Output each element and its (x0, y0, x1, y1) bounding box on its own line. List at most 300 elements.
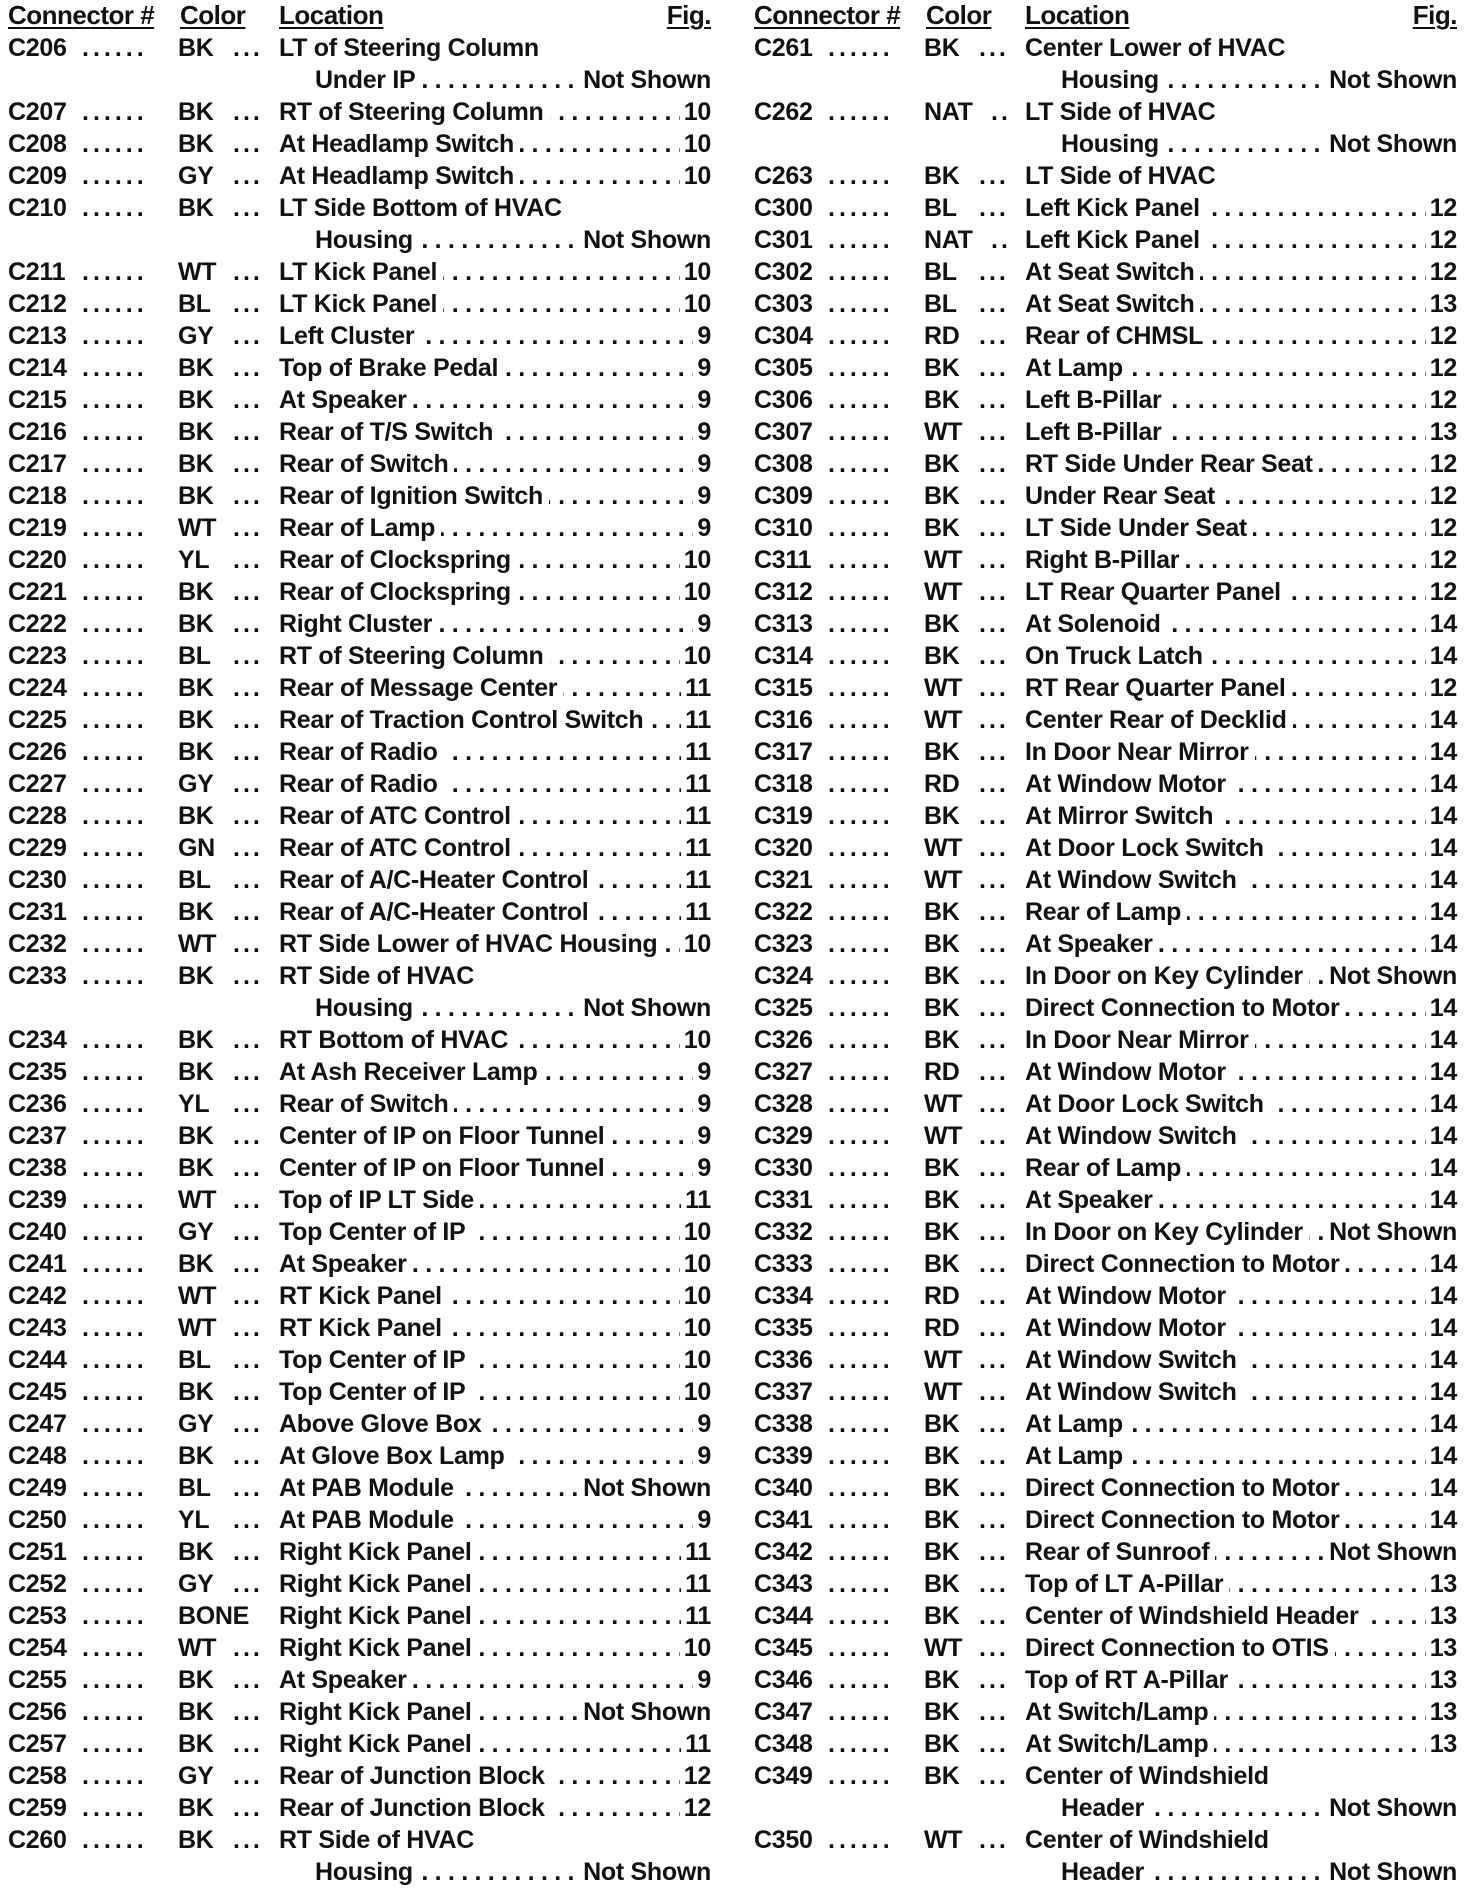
connector-color: WT (924, 834, 963, 862)
connector-location (1025, 1056, 1457, 1088)
figure-ref: 14 (1426, 928, 1457, 960)
table-row (754, 1536, 1457, 1568)
table-row (754, 1088, 1457, 1120)
location-text: RT of Steering Column (279, 98, 550, 126)
connector-id: C211 (8, 258, 66, 286)
leader-dots: ... (979, 418, 1009, 446)
leader-dots: ...... (828, 546, 894, 574)
leader-dots: ...... (82, 1346, 148, 1374)
connector-color: BK (178, 354, 214, 382)
connector-color: BK (178, 1794, 214, 1822)
leader-dots: ...... (82, 450, 148, 478)
connector-id: C314 (754, 642, 813, 670)
figure-ref: 12 (1426, 352, 1457, 384)
connector-color: BK (178, 386, 214, 414)
leader-dots: ...... (828, 1762, 894, 1790)
leader-dots: ...... (828, 98, 894, 126)
leader-dots: ...... (82, 162, 148, 190)
leader-dots: ...... (82, 1378, 148, 1406)
connector-location (1025, 96, 1457, 128)
connector-location (279, 1632, 711, 1664)
location-text: Rear of Clockspring (279, 578, 517, 606)
connector-color: BK (178, 34, 214, 62)
leader-dots: ... (979, 1410, 1009, 1438)
location-text: At Speaker (279, 1666, 413, 1694)
connector-location (279, 672, 711, 704)
connector-color: BK (178, 802, 214, 830)
table-row (8, 1600, 711, 1632)
figure-ref: 9 (693, 384, 711, 416)
connector-location (279, 1440, 711, 1472)
leader-dots: ...... (828, 1538, 894, 1566)
connector-color: BK (178, 482, 214, 510)
table-row (754, 1024, 1457, 1056)
leader-dots: ... (233, 1474, 263, 1502)
table-row (8, 160, 711, 192)
connector-location (279, 704, 711, 736)
figure-ref: 14 (1426, 1184, 1457, 1216)
leader-dots: ...... (828, 1730, 894, 1758)
connector-id: C226 (8, 738, 67, 766)
location-text: Center of Windshield (1025, 1762, 1269, 1790)
leader-dots: ... (233, 1346, 263, 1374)
figure-ref: 14 (1426, 1504, 1457, 1536)
connector-id: C209 (8, 162, 67, 190)
connector-id: C304 (754, 322, 813, 350)
figure-ref: Not Shown (579, 224, 711, 256)
connector-location (1025, 352, 1457, 384)
location-text: Right Cluster (279, 610, 438, 638)
leader-dots: ... (979, 1666, 1009, 1694)
location-text: Rear of CHMSL (1025, 322, 1209, 350)
location-continuation-text: Header (1061, 1858, 1150, 1886)
connector-color: BK (924, 642, 960, 670)
connector-id: C235 (8, 1058, 67, 1086)
leader-dots: ... (233, 1538, 263, 1566)
figure-ref: 12 (1426, 512, 1457, 544)
connector-location (1025, 1344, 1457, 1376)
location-text: Rear of Radio (279, 770, 444, 798)
connector-id: C345 (754, 1634, 813, 1662)
leader-dots: ... (233, 354, 263, 382)
table-row (8, 1536, 711, 1568)
table-row (8, 1696, 711, 1728)
connector-location (1025, 1824, 1457, 1856)
connector-location (279, 1056, 711, 1088)
leader-dots: ...... (82, 802, 148, 830)
connector-color: WT (178, 930, 217, 958)
figure-ref: 11 (681, 768, 711, 800)
leader-dots: ... (979, 1314, 1009, 1342)
connector-location (1025, 1376, 1457, 1408)
table-row (754, 1568, 1457, 1600)
connector-location (279, 1504, 711, 1536)
table-row (8, 672, 711, 704)
figure-ref: 14 (1426, 640, 1457, 672)
connector-id: C252 (8, 1570, 67, 1598)
figure-ref: 9 (693, 1120, 711, 1152)
location-text: Left Cluster (279, 322, 420, 350)
connector-id: C222 (8, 610, 67, 638)
leader-dots: ... (979, 1346, 1009, 1374)
location-text: Top of Brake Pedal (279, 354, 504, 382)
table-row (754, 1312, 1457, 1344)
figure-ref: 11 (681, 800, 711, 832)
connector-id: C349 (754, 1762, 813, 1790)
figure-ref: 10 (680, 288, 711, 320)
leader-dots: ... (979, 802, 1009, 830)
location-text: Direct Connection to OTIS (1025, 1634, 1335, 1662)
left-column (8, 0, 711, 1888)
table-row (8, 1440, 711, 1472)
connector-id: C303 (754, 290, 813, 318)
connector-color: WT (924, 578, 963, 606)
figure-ref: 12 (1426, 320, 1457, 352)
connector-color: GY (178, 322, 214, 350)
leader-dots: ...... (82, 706, 148, 734)
location-text: RT Side of HVAC (279, 1826, 475, 1854)
leader-dots: ...... (82, 610, 148, 638)
location-text: Direct Connection to Motor (1025, 1474, 1345, 1502)
leader-dots: ... (233, 162, 263, 190)
connector-location (279, 352, 711, 384)
leader-dots: ...... (828, 1442, 894, 1470)
table-row (754, 1824, 1457, 1888)
connector-color: WT (924, 674, 963, 702)
leader-dots: ... (979, 1218, 1009, 1246)
connector-color: WT (178, 514, 217, 542)
connector-location (1025, 544, 1457, 576)
leader-dots: ... (233, 578, 263, 606)
location-text: LT Side of HVAC (1025, 98, 1216, 126)
table-row (8, 512, 711, 544)
location-continuation-text: Housing (1061, 130, 1165, 158)
connector-id: C207 (8, 98, 67, 126)
figure-ref: 13 (1426, 288, 1457, 320)
table-row (8, 1344, 711, 1376)
leader-dots: ... (233, 1282, 263, 1310)
leader-dots: ...... (82, 1282, 148, 1310)
connector-id: C321 (754, 866, 813, 894)
figure-ref: 13 (1426, 1696, 1457, 1728)
leader-dots: ... (979, 1730, 1009, 1758)
connector-id: C228 (8, 802, 67, 830)
figure-ref: Not Shown (579, 1856, 711, 1888)
location-continuation-text: Housing (1061, 66, 1165, 94)
location-text: Right Kick Panel (279, 1602, 477, 1630)
leader-dots: ... (233, 1378, 263, 1406)
table-row (754, 1376, 1457, 1408)
figure-ref: 12 (1426, 480, 1457, 512)
leader-dots: ...... (82, 1442, 148, 1470)
location-text: At Speaker (279, 1250, 413, 1278)
connector-id: C331 (754, 1186, 813, 1214)
connector-location (279, 1760, 711, 1792)
connector-color: BK (178, 1442, 214, 1470)
figure-ref: 10 (680, 576, 711, 608)
location-text: LT Kick Panel (279, 258, 443, 286)
connector-location (1025, 1696, 1457, 1728)
figure-ref: 14 (1426, 1376, 1457, 1408)
connector-color: BK (924, 1026, 960, 1054)
leader-dots: ...... (828, 162, 894, 190)
location-text: RT Side Under Rear Seat (1025, 450, 1319, 478)
connector-color: GY (178, 770, 214, 798)
figure-ref: 14 (1426, 992, 1457, 1024)
figure-ref: 10 (680, 1344, 711, 1376)
figure-ref: 9 (693, 480, 711, 512)
leader-dots: ... (979, 1570, 1009, 1598)
leader-dots: ...... (82, 354, 148, 382)
table-row (8, 1024, 711, 1056)
connector-color: BK (178, 418, 214, 446)
leader-dots: ... (233, 1570, 263, 1598)
connector-color: BK (924, 1570, 960, 1598)
location-text: At Switch/Lamp (1025, 1698, 1214, 1726)
connector-id: C316 (754, 706, 813, 734)
connector-color: BK (924, 802, 960, 830)
figure-ref: 14 (1426, 768, 1457, 800)
connector-id: C322 (754, 898, 813, 926)
leader-dots: ...... (82, 1634, 148, 1662)
connector-id: C219 (8, 514, 67, 542)
connector-id: C224 (8, 674, 67, 702)
leader-dots: ...... (82, 1762, 148, 1790)
connector-color: RD (924, 1282, 960, 1310)
location-text: At Seat Switch (1025, 258, 1200, 286)
location-continuation-text: Housing (315, 226, 419, 254)
location-text: LT of Steering Column (279, 34, 539, 62)
figure-ref: 9 (693, 512, 711, 544)
connector-location (279, 160, 711, 192)
connector-location (279, 384, 711, 416)
leader-dots: ... (979, 258, 1009, 286)
leader-dots: ...... (82, 1666, 148, 1694)
leader-dots: ...... (828, 834, 894, 862)
connector-location (1025, 608, 1457, 640)
leader-dots: ... (233, 322, 263, 350)
leader-dots: ... (233, 1314, 263, 1342)
connector-location (1025, 512, 1457, 544)
location-text: RT Rear Quarter Panel (1025, 674, 1291, 702)
leader-dots: ... (233, 1666, 263, 1694)
leader-dots: ...... (828, 1378, 894, 1406)
connector-id: C231 (8, 898, 67, 926)
table-row (8, 128, 711, 160)
connector-color: BK (178, 962, 214, 990)
leader-dots: ...... (82, 834, 148, 862)
location-text: Direct Connection to Motor (1025, 1250, 1345, 1278)
location-text: RT Kick Panel (279, 1314, 448, 1342)
location-text: Rear of T/S Switch (279, 418, 499, 446)
header-fig: Fig. (666, 0, 711, 30)
connector-color: BL (178, 1346, 211, 1374)
connector-id: C229 (8, 834, 67, 862)
connector-location (1025, 192, 1457, 224)
connector-location (1025, 928, 1457, 960)
location-text: Center Rear of Decklid (1025, 706, 1293, 734)
table-row (8, 768, 711, 800)
connector-location (1025, 640, 1457, 672)
leader-dots: ...... (828, 1602, 894, 1630)
location-continuation-text: Housing (315, 994, 419, 1022)
connector-id: C248 (8, 1442, 67, 1470)
figure-ref: 14 (1426, 1056, 1457, 1088)
figure-ref: 10 (680, 928, 711, 960)
connector-color: BK (924, 1538, 960, 1566)
figure-ref: 10 (680, 1632, 711, 1664)
figure-ref: 10 (680, 96, 711, 128)
table-header (754, 0, 1457, 28)
figure-ref: 14 (1426, 1440, 1457, 1472)
leader-dots: ... (233, 194, 263, 222)
table-row (754, 1056, 1457, 1088)
leader-dots: ... (979, 1250, 1009, 1278)
table-row (8, 480, 711, 512)
table-row (754, 896, 1457, 928)
header-fig: Fig. (1412, 0, 1457, 30)
leader-dots: ... (233, 514, 263, 542)
table-row (754, 32, 1457, 96)
connector-id: C346 (754, 1666, 813, 1694)
connector-location (279, 1536, 711, 1568)
connector-location (1025, 160, 1457, 192)
figure-ref: Not Shown (579, 1472, 711, 1504)
leader-dots: ...... (828, 386, 894, 414)
connector-id: C330 (754, 1154, 813, 1182)
connector-location (1025, 896, 1457, 928)
connector-color: BK (924, 994, 960, 1022)
table-row (754, 928, 1457, 960)
location-text: Left B-Pillar (1025, 386, 1167, 414)
connector-location (1025, 1184, 1457, 1216)
table-row (8, 1376, 711, 1408)
connector-location (279, 448, 711, 480)
connector-location (1025, 800, 1457, 832)
connector-id: C239 (8, 1186, 67, 1214)
location-text: LT Side of HVAC (1025, 162, 1216, 190)
table-row (8, 1568, 711, 1600)
location-text: At Window Switch (1025, 1378, 1243, 1406)
connector-location (1025, 1248, 1457, 1280)
leader-dots: ... (979, 1474, 1009, 1502)
table-row (754, 1248, 1457, 1280)
location-text: In Door on Key Cylinder (1025, 1218, 1309, 1246)
header-connector: Connector # (8, 0, 155, 30)
connector-id: C206 (8, 34, 67, 62)
leader-dots: ...... (828, 994, 894, 1022)
connector-color: WT (924, 1122, 963, 1150)
connector-color: BK (178, 1378, 214, 1406)
figure-ref: 12 (1426, 448, 1457, 480)
location-text: Top of RT A-Pillar (1025, 1666, 1234, 1694)
connector-location (279, 1280, 711, 1312)
connector-location (279, 1376, 711, 1408)
leader-dots: ...... (82, 1314, 148, 1342)
connector-id: C220 (8, 546, 67, 574)
connector-color: BK (924, 1730, 960, 1758)
connector-id: C249 (8, 1474, 67, 1502)
connector-location (279, 864, 711, 896)
connector-color: WT (178, 1282, 217, 1310)
leader-dots: ...... (82, 738, 148, 766)
figure-ref: 14 (1426, 736, 1457, 768)
leader-dots: ... (979, 738, 1009, 766)
connector-color: WT (924, 1346, 963, 1374)
figure-ref: 11 (681, 1728, 711, 1760)
leader-dots: ...... (82, 1698, 148, 1726)
leader-dots: ...... (82, 98, 148, 126)
figure-ref: Not Shown (579, 64, 711, 96)
location-text: At Seat Switch (1025, 290, 1200, 318)
leader-dots: ... (233, 482, 263, 510)
connector-location (279, 1728, 711, 1760)
connector-location (279, 1344, 711, 1376)
leader-dots: ... (233, 834, 263, 862)
connector-color: BL (178, 642, 211, 670)
connector-id: C243 (8, 1314, 67, 1342)
leader-dots: ...... (828, 898, 894, 926)
table-row (754, 704, 1457, 736)
leader-dots: ... (979, 1506, 1009, 1534)
connector-id: C216 (8, 418, 67, 446)
location-text: Rear of ATC Control (279, 802, 517, 830)
connector-location (279, 192, 711, 224)
location-text: LT Side Bottom of HVAC (279, 194, 562, 222)
table-row (754, 672, 1457, 704)
table-row (754, 1408, 1457, 1440)
location-text: RT Side Lower of HVAC Housing (279, 930, 663, 958)
location-text: At Lamp (1025, 354, 1129, 382)
table-row (754, 1632, 1457, 1664)
leader-dots: ... (233, 1730, 263, 1758)
connector-location (1025, 1504, 1457, 1536)
figure-ref: 10 (680, 1248, 711, 1280)
leader-dots: ...... (82, 546, 148, 574)
table-row (8, 960, 711, 1024)
table-row (754, 96, 1457, 160)
table-row (754, 736, 1457, 768)
connector-color: BK (924, 1698, 960, 1726)
leader-dots: .. (991, 226, 1011, 254)
connector-location (279, 32, 711, 64)
table-row (754, 1152, 1457, 1184)
connector-location (1025, 32, 1457, 64)
table-row (8, 32, 711, 96)
connector-color: BK (178, 1154, 214, 1182)
connector-color: BK (178, 1730, 214, 1758)
figure-ref: 9 (693, 1408, 711, 1440)
connector-id: C333 (754, 1250, 813, 1278)
leader-dots: ... (233, 642, 263, 670)
connector-color: BK (924, 1666, 960, 1694)
connector-location (279, 640, 711, 672)
connector-id: C262 (754, 98, 813, 126)
location-continuation-text: Header (1061, 1794, 1150, 1822)
location-text: At Headlamp Switch (279, 162, 520, 190)
connector-color: BK (924, 1506, 960, 1534)
location-text: RT Kick Panel (279, 1282, 448, 1310)
leader-dots: ... (233, 1442, 263, 1470)
connector-color: BK (178, 1058, 214, 1086)
leader-dots: ...... (828, 1314, 894, 1342)
figure-ref: 11 (681, 672, 711, 704)
location-text: Direct Connection to Motor (1025, 994, 1345, 1022)
figure-ref: Not Shown (1325, 64, 1457, 96)
location-text: At Ash Receiver Lamp (279, 1058, 543, 1086)
connector-id: C238 (8, 1154, 67, 1182)
table-row (8, 1056, 711, 1088)
